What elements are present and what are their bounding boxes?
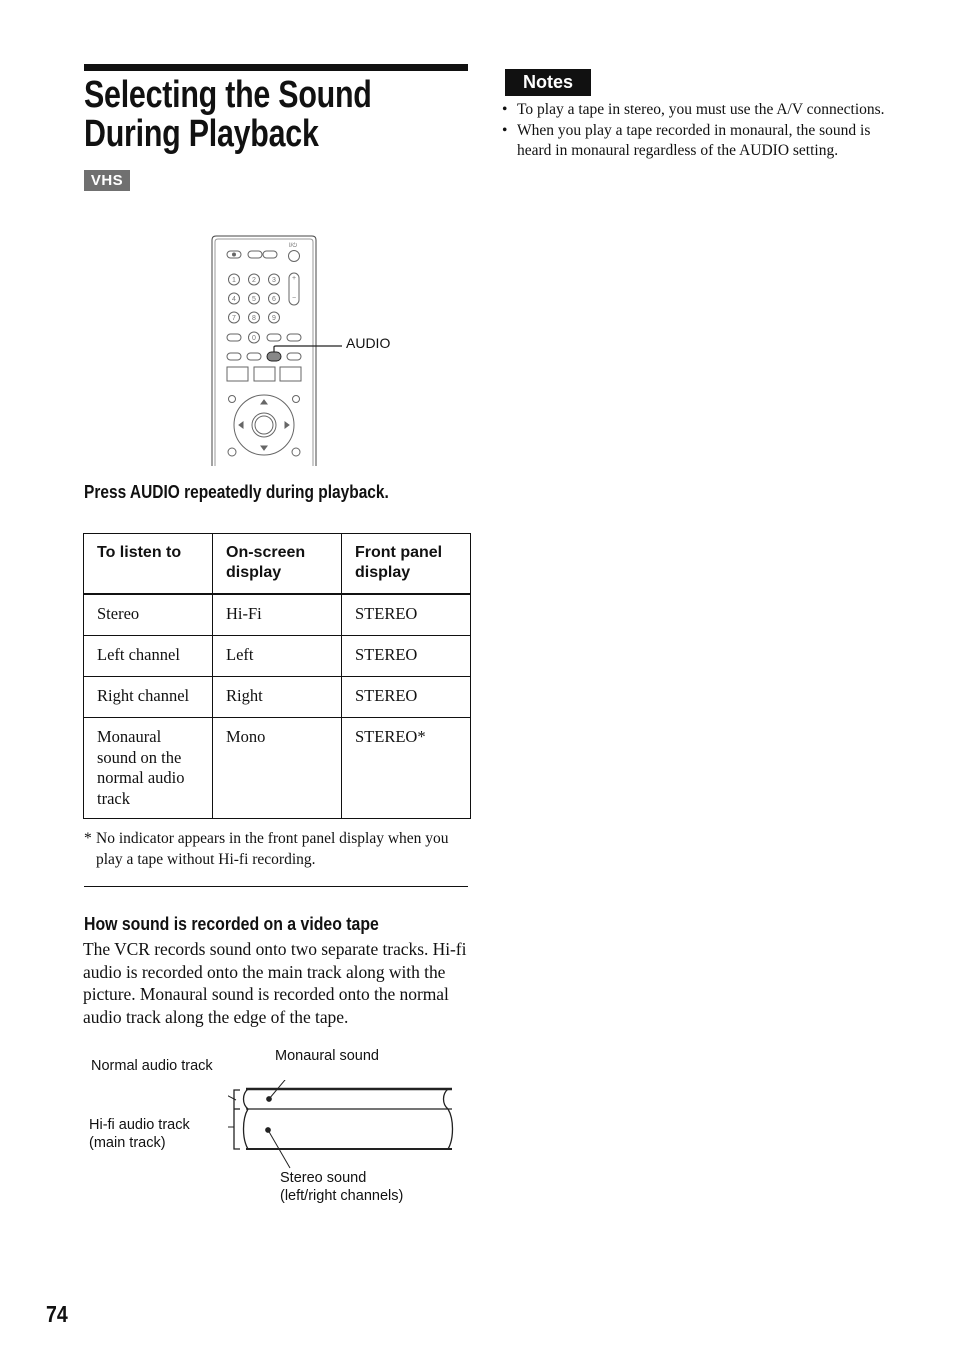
table-cell: Left channel bbox=[84, 636, 213, 677]
table-cell: Right channel bbox=[84, 677, 213, 718]
notes-heading: Notes bbox=[505, 69, 591, 96]
header-to-listen-to: To listen to bbox=[84, 534, 213, 595]
key-3-label: 3 bbox=[272, 277, 276, 284]
title-rule bbox=[84, 64, 468, 71]
footnote-text: No indicator appears in the front panel display when you play a tape without Hi-fi recording. bbox=[96, 830, 449, 868]
footnote-mark: * bbox=[84, 830, 92, 847]
table-row bbox=[84, 677, 471, 718]
key-4-label: 4 bbox=[232, 296, 236, 303]
hifi-audio-track-label bbox=[89, 1116, 190, 1152]
sound-mode-table bbox=[83, 533, 471, 819]
table-header-row bbox=[84, 534, 471, 595]
table-cell: STEREO* bbox=[342, 718, 471, 819]
table-footnote bbox=[84, 829, 470, 870]
section-body: The VCR records sound onto two separate tracks. Hi-fi audio is recorded onto the main track along with the picture. Monaural sound is recorded onto the normal audio track along the edge of the tape. bbox=[83, 939, 467, 1028]
instruction-text: Press AUDIO repeatedly during playback. bbox=[84, 482, 389, 502]
key-1-label: 1 bbox=[232, 277, 236, 284]
normal-audio-track-label: Normal audio track bbox=[91, 1058, 213, 1074]
vhs-badge: VHS bbox=[84, 170, 130, 191]
table-row bbox=[84, 636, 471, 677]
remote-body bbox=[212, 236, 316, 466]
note-item bbox=[502, 121, 902, 162]
table-cell: Mono bbox=[213, 718, 342, 819]
table-row bbox=[84, 594, 471, 636]
table-cell: Hi-Fi bbox=[213, 594, 342, 636]
note-text: To play a tape in stereo, you must use the A/V connections. bbox=[517, 101, 885, 118]
bullet: • bbox=[502, 101, 508, 118]
power-label: I/⏻ bbox=[289, 243, 298, 249]
section-divider bbox=[84, 886, 468, 887]
audio-callout-label: AUDIO bbox=[346, 335, 391, 351]
notes-list bbox=[502, 100, 902, 162]
hifi-label-line1: Hi-fi audio track bbox=[89, 1117, 190, 1133]
table-cell: STEREO bbox=[342, 636, 471, 677]
key-0-label: 0 bbox=[252, 335, 256, 342]
header-front-panel-display: Front panel display bbox=[342, 534, 471, 595]
table-cell: Left bbox=[213, 636, 342, 677]
header-on-screen-display: On-screen display bbox=[213, 534, 342, 595]
plus-label: + bbox=[291, 275, 297, 282]
stereo-sound-label bbox=[280, 1169, 403, 1205]
page-number: 74 bbox=[46, 1301, 68, 1327]
note-item bbox=[502, 100, 902, 121]
monaural-sound-label: Monaural sound bbox=[275, 1048, 379, 1064]
table-cell: Right bbox=[213, 677, 342, 718]
key-9-label: 9 bbox=[272, 315, 276, 322]
tape-track-diagram bbox=[228, 1080, 460, 1170]
note-text: When you play a tape recorded in monaural, the sound is heard in monaural regardless of the AUDIO setting. bbox=[517, 121, 871, 159]
hifi-label-line2: (main track) bbox=[89, 1135, 166, 1151]
page-title: Selecting the Sound During Playback bbox=[84, 74, 372, 155]
table-row bbox=[84, 718, 471, 819]
key-6-label: 6 bbox=[272, 296, 276, 303]
key-2-label: 2 bbox=[252, 277, 256, 284]
key-5-label: 5 bbox=[252, 296, 256, 303]
section-heading: How sound is recorded on a video tape bbox=[84, 914, 379, 934]
stereo-label-line2: (left/right channels) bbox=[280, 1188, 404, 1204]
key-8-label: 8 bbox=[252, 315, 256, 322]
minus-label: − bbox=[291, 295, 297, 302]
bullet: • bbox=[502, 121, 508, 139]
audio-button bbox=[267, 352, 281, 361]
stereo-label-line1: Stereo sound bbox=[280, 1170, 367, 1186]
table-cell: Stereo bbox=[84, 594, 213, 636]
table-cell: STEREO bbox=[342, 594, 471, 636]
key-7-label: 7 bbox=[232, 315, 236, 322]
table-cell: STEREO bbox=[342, 677, 471, 718]
table-cell: Monaural sound on the normal audio track bbox=[84, 718, 213, 819]
